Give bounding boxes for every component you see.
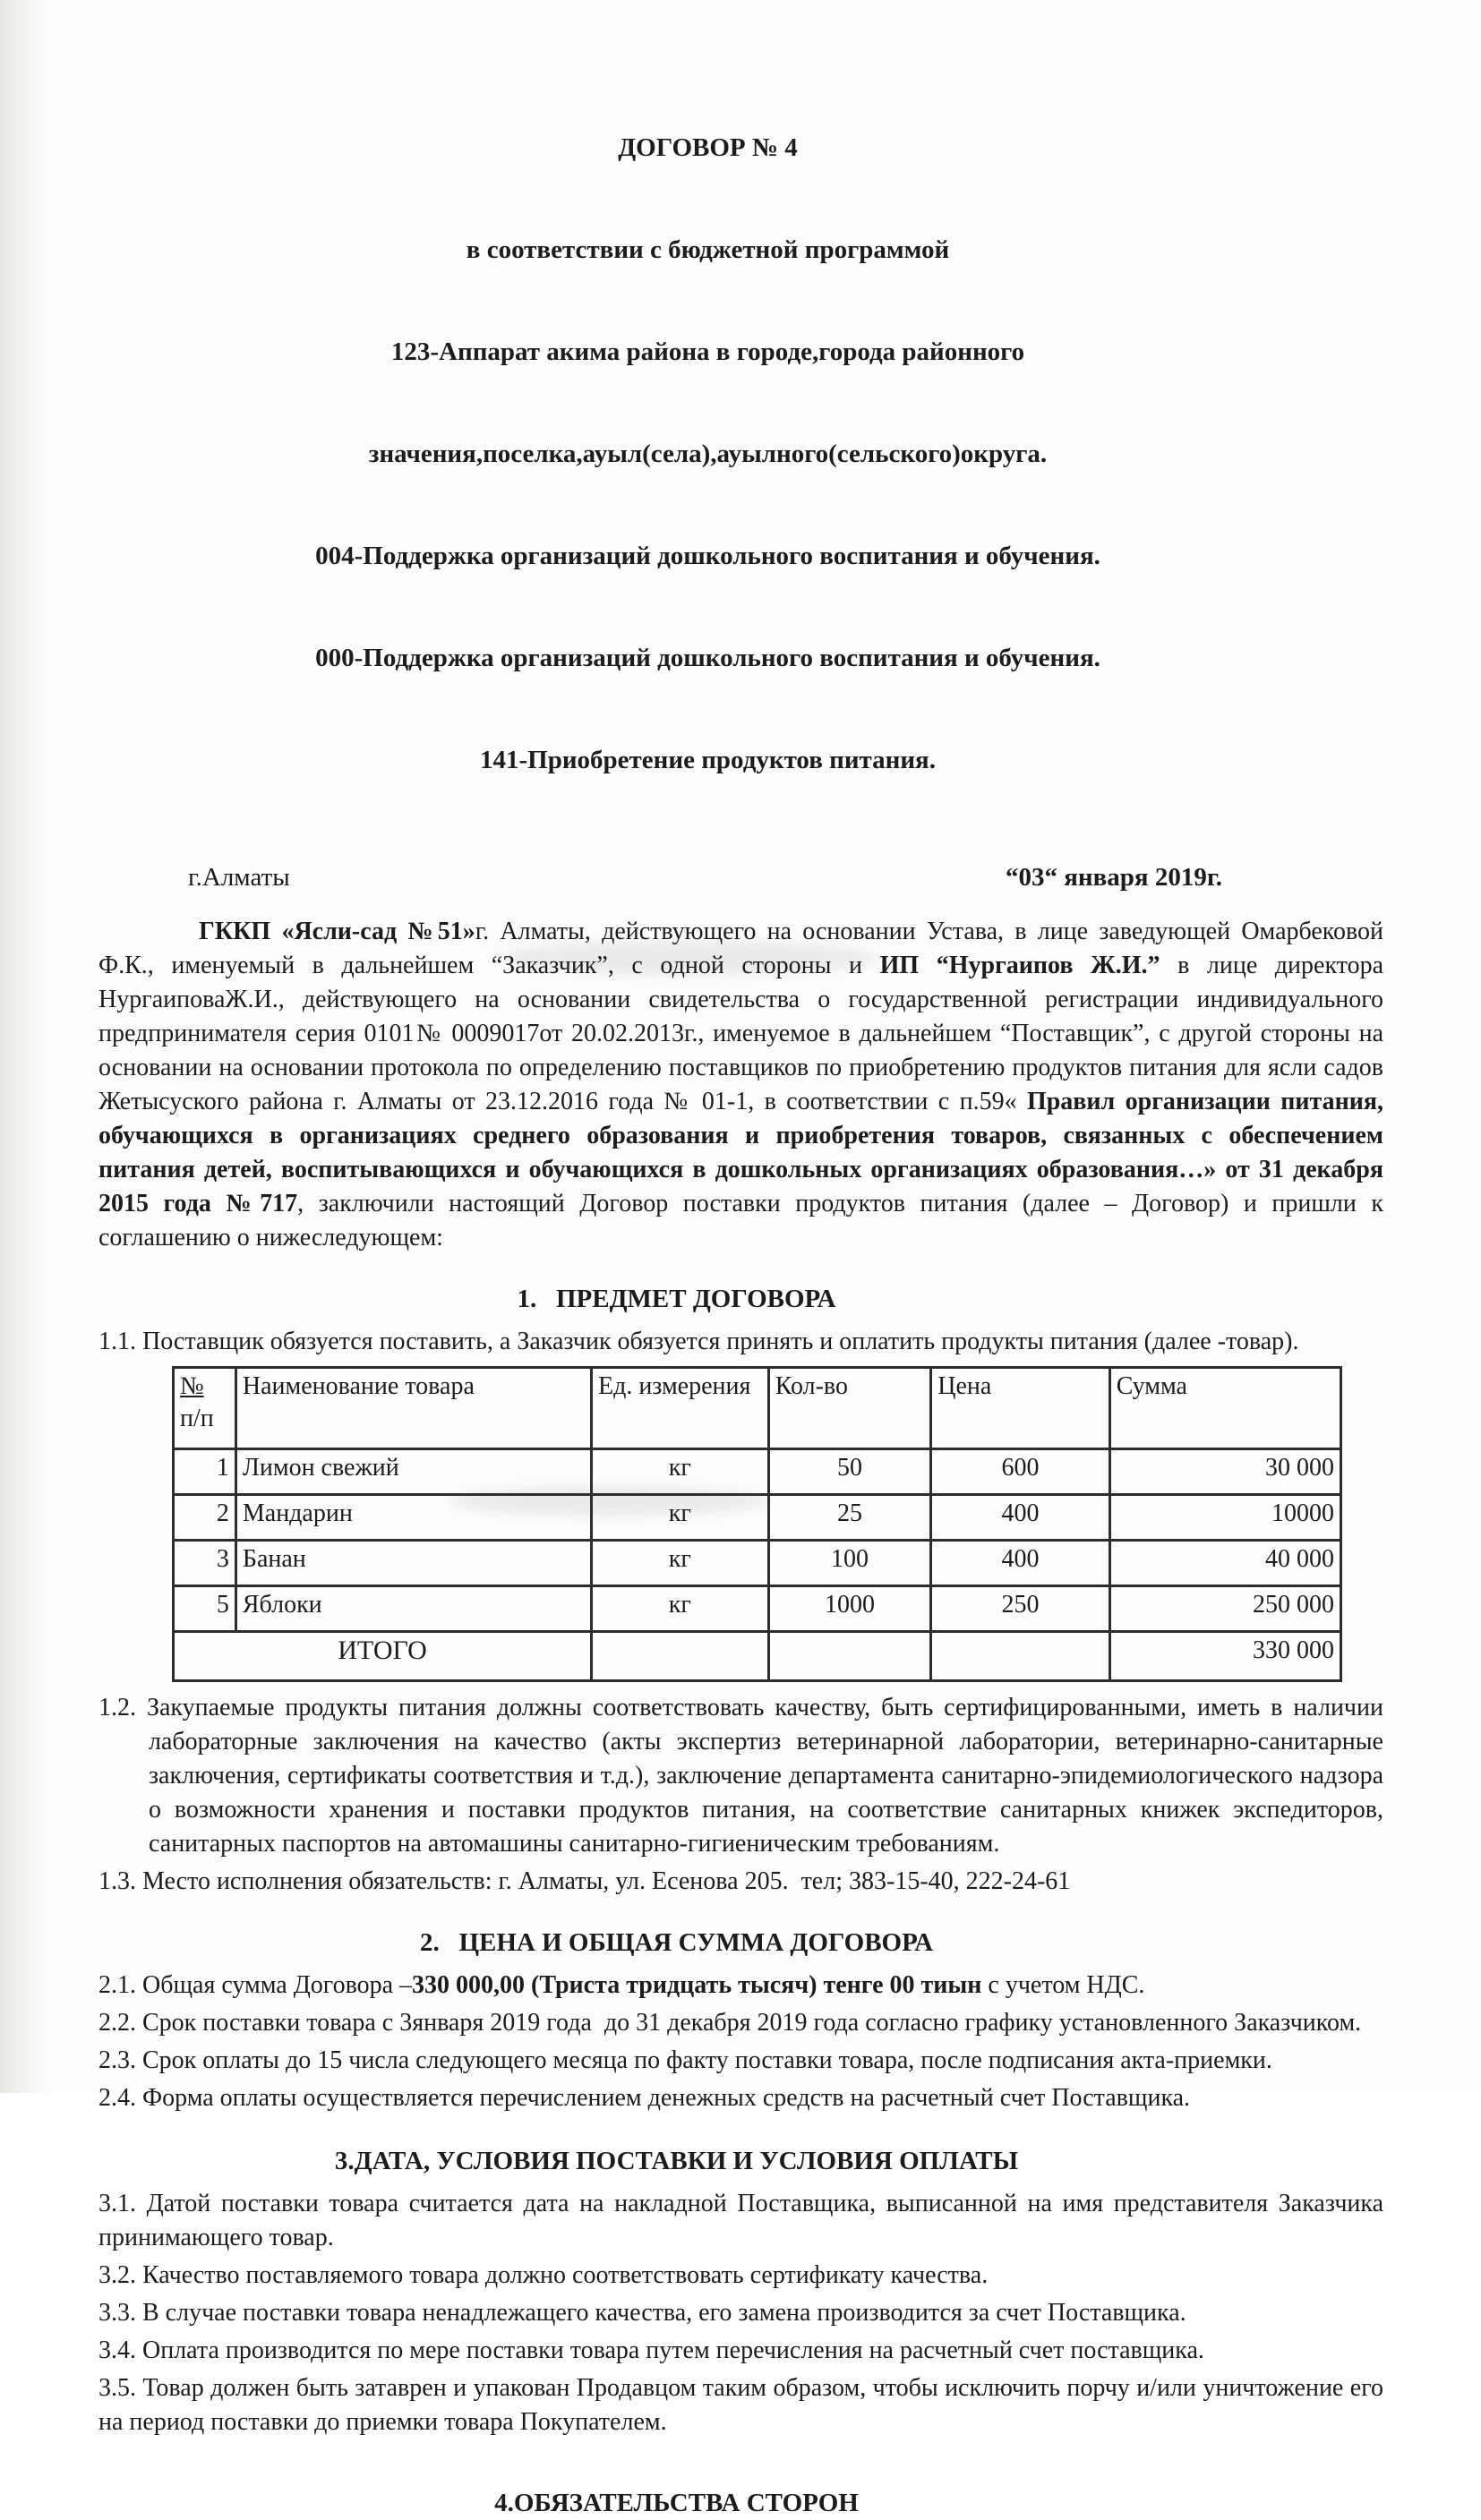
cell-number: 5 xyxy=(174,1586,236,1632)
number-sign-pp: п/п xyxy=(180,1405,214,1432)
clause-1-1: 1.1. Поставщик обязуется поставить, а Заказчик обязуется принять и оплатить продукты питания (далее -товар). xyxy=(98,1328,1299,1355)
document-title: ДОГОВОР № 4 xyxy=(618,133,798,162)
header-cell-name: Наименование товара xyxy=(235,1368,591,1449)
header-line-znacheniya: значения,поселка,ауыл(села),ауылного(сельского)округа. xyxy=(368,440,1048,468)
cell-sum: 40 000 xyxy=(1109,1541,1340,1586)
cell-number: 1 xyxy=(174,1449,236,1495)
header-line-141: 141-Приобретение продуктов питания. xyxy=(479,746,936,774)
total-sum-cell: 330 000 xyxy=(1109,1632,1340,1681)
header-cell-number xyxy=(174,1368,236,1449)
table-row xyxy=(174,1541,1341,1586)
table-header-row xyxy=(174,1368,1341,1449)
header-cell-sum: Сумма xyxy=(1109,1368,1340,1449)
cell-unit: кг xyxy=(591,1586,768,1632)
section-4-heading: 4.ОБЯЗАТЕЛЬСТВА СТОРОН xyxy=(494,2489,859,2517)
empty-cell xyxy=(768,1632,931,1681)
contract-date: “03“ января 2019г. xyxy=(1005,863,1222,892)
cell-quantity: 100 xyxy=(768,1541,931,1586)
cell-quantity: 50 xyxy=(768,1449,931,1495)
cell-product-name: Лимон свежий xyxy=(235,1449,591,1495)
clause-3-2: 3.2. Качество поставляемого товара должно соответствовать сертификату качества. xyxy=(98,2261,989,2289)
number-sign: № xyxy=(180,1372,204,1400)
clause-2-1: 2.1. Общая сумма Договора –330 000,00 (Триста тридцать тысяч) тенге 00 тиын с учетом НДС. xyxy=(98,1971,1145,1999)
header-line-program: в соответствии с бюджетной программой xyxy=(466,235,950,264)
cell-quantity: 1000 xyxy=(768,1586,931,1632)
clause-3-1: 3.1. Датой поставки товара считается дата на накладной Поставщика, выписанной на имя представителя Заказчика принимающего товар. xyxy=(98,2190,1390,2251)
cell-price: 400 xyxy=(931,1541,1109,1586)
table-row xyxy=(174,1449,1341,1495)
table-row xyxy=(174,1586,1341,1632)
cell-number: 2 xyxy=(174,1495,236,1541)
clause-3-3: 3.3. В случае поставки товара ненадлежащего качества, его замена производится за счет Поставщика. xyxy=(98,2299,1186,2327)
header-cell-price: Цена xyxy=(931,1368,1109,1449)
header-line-123: 123-Аппарат акима района в городе,города районного xyxy=(390,337,1025,366)
cell-number: 3 xyxy=(174,1541,236,1586)
cell-price: 400 xyxy=(931,1495,1109,1541)
cell-unit: кг xyxy=(591,1449,768,1495)
place-date-row xyxy=(98,859,1383,895)
table-row xyxy=(174,1495,1341,1541)
clause-2-2: 2.2. Срок поставки товара с 3января 2019 года до 31 декабря 2019 года согласно графику установленного Заказчиком. xyxy=(98,2009,1362,2037)
empty-cell xyxy=(931,1632,1109,1681)
header-cell-quantity: Кол-во xyxy=(768,1368,931,1449)
cell-product-name: Мандарин xyxy=(235,1495,591,1541)
clause-1-3: 1.3. Место исполнения обязательств: г. Алматы, ул. Есенова 205. тел; 383-15-40, 222-24-61 xyxy=(98,1867,1071,1895)
clause-1-2: 1.2. Закупаемые продукты питания должны соответствовать качеству, быть сертифицированными, иметь в наличии лабораторные заключения на качество (акты экспертиз ветеринарной лаборатории, ветеринарно-санитарные заключения, сертификаты соответствия и т.д.), заключение департамента санитарно-эпидемиологического надзора о возможности хранения и поставки продуктов питания, на соответствие санитарных книжек экспедиторов, санитарных паспортов на автомашины санитарно-гигиеническим требованиям. xyxy=(98,1694,1390,1858)
document-header xyxy=(177,63,1238,845)
section-1-heading: 1. ПРЕДМЕТ ДОГОВОРА xyxy=(517,1285,836,1313)
cell-product-name: Банан xyxy=(235,1541,591,1586)
cell-price: 250 xyxy=(931,1586,1109,1632)
total-label-cell: ИТОГО xyxy=(174,1632,592,1681)
intro-paragraph: ГККП «Ясли-сад №51»г. Алматы, действующего на основании Устава, в лице заведующей Омарбековой Ф.К., именуемый в дальнейшем “Заказчик”, с одной стороны и ИП “Нургаипов Ж.И.” в лице директора НургаиповаЖ.И., действующего на основании свидетельства о государственной регистрации индивидуального предпринимателя серия 0101№ 0009017от 20.02.2013г., именуемое в дальнейшем “Поставщик”, с другой стороны на основании на основании протокола по определению поставщиков по приобретению продуктов питания для ясли садов Жетысуского района г. Алматы от 23.12.2016 года № 01-1, в соответствии с п.59« Правил организации питания, обучающихся в организациях среднего образования и приобретения товаров, связанных с обеспечением питания детей, воспитывающихся и обучающихся в дошкольных организациях образования…» от 31 декабря 2015 года №717, заключили настоящий Договор поставки продуктов питания (далее – Договор) и пришли к соглашению о нижеследующем: xyxy=(98,918,1384,1251)
clause-2-4: 2.4. Форма оплаты осуществляется перечислением денежных средств на расчетный счет Поставщика. xyxy=(98,2084,1191,2112)
clause-3-5: 3.5. Товар должен быть затаврен и упакован Продавцом таким образом, чтобы исключить порчу и/или уничтожение его на период поставки до приемки товара Покупателем. xyxy=(98,2374,1390,2436)
header-line-000: 000-Поддержка организаций дошкольного воспитания и обучения. xyxy=(315,644,1100,672)
cell-sum: 10000 xyxy=(1109,1495,1340,1541)
table-total-row xyxy=(174,1632,1341,1681)
header-cell-unit: Ед. измерения xyxy=(591,1368,768,1449)
cell-unit: кг xyxy=(591,1541,768,1586)
cell-sum: 30 000 xyxy=(1109,1449,1340,1495)
section-3-heading: 3.ДАТА, УСЛОВИЯ ПОСТАВКИ И УСЛОВИЯ ОПЛАТЫ xyxy=(334,2147,1019,2175)
empty-cell xyxy=(591,1632,768,1681)
cell-quantity: 25 xyxy=(768,1495,931,1541)
section-2-heading: 2. ЦЕНА И ОБЩАЯ СУММА ДОГОВОРА xyxy=(419,1928,934,1957)
header-line-004: 004-Поддержка организаций дошкольного воспитания и обучения. xyxy=(315,542,1100,570)
clause-3-4: 3.4. Оплата производится по мере поставки товара путем перечисления на расчетный счет поставщика. xyxy=(98,2336,1204,2364)
cell-price: 600 xyxy=(931,1449,1109,1495)
cell-product-name: Яблоки xyxy=(235,1586,591,1632)
products-table xyxy=(172,1366,1342,1682)
cell-unit: кг xyxy=(591,1495,768,1541)
cell-sum: 250 000 xyxy=(1109,1586,1340,1632)
place-city: г.Алматы xyxy=(188,863,290,892)
clause-2-3: 2.3. Срок оплаты до 15 числа следующего месяца по факту поставки товара, после подписания акта-приемки. xyxy=(98,2046,1272,2074)
